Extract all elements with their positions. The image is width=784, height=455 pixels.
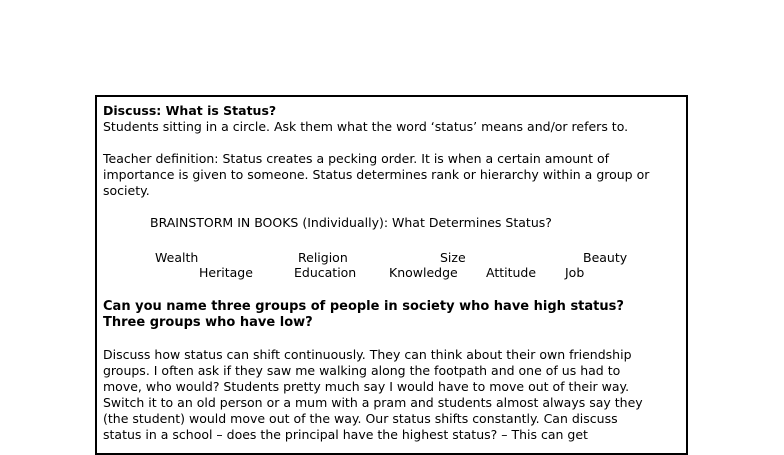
discussion-line-5: (the student) would move out of the way. Our status shifts constantly. Can discuss (103, 411, 618, 426)
question-line-2: Three groups who have low? (103, 315, 313, 330)
discussion-line-6: status in a school – does the principal have the highest status? – This can get (103, 427, 588, 442)
discussion-line-2: groups. I often ask if they saw me walking along the footpath and one of us had to (103, 363, 621, 378)
discussion-line-1: Discuss how status can shift continuously. They can think about their own friendship (103, 347, 632, 362)
word-heritage: Heritage (199, 265, 253, 280)
intro-line: Students sitting in a circle. Ask them what the word ‘status’ means and/or refers to. (103, 119, 629, 134)
definition-line-2: importance is given to someone. Status determines rank or hierarchy within a group or (103, 167, 650, 182)
word-wealth: Wealth (155, 250, 199, 265)
word-education: Education (294, 265, 357, 280)
discussion-line-3: move, who would? Students pretty much say I would have to move out of their way. (103, 379, 630, 394)
word-size: Size (440, 250, 466, 265)
word-job: Job (565, 265, 585, 280)
word-religion: Religion (298, 250, 348, 265)
question-line-1: Can you name three groups of people in society who have high status? (103, 299, 624, 314)
word-attitude: Attitude (486, 265, 537, 280)
word-knowledge: Knowledge (389, 265, 458, 280)
definition-line-3: society. (103, 183, 150, 198)
heading: Discuss: What is Status? (103, 103, 277, 118)
lesson-box (95, 95, 688, 455)
brainstorm-title: BRAINSTORM IN BOOKS (Individually): What Determines Status? (150, 215, 552, 230)
definition-line-1: Teacher definition: Status creates a pecking order. It is when a certain amount of (103, 151, 610, 166)
word-beauty: Beauty (583, 250, 628, 265)
discussion-line-4: Switch it to an old person or a mum with a pram and students almost always say they (103, 395, 643, 410)
